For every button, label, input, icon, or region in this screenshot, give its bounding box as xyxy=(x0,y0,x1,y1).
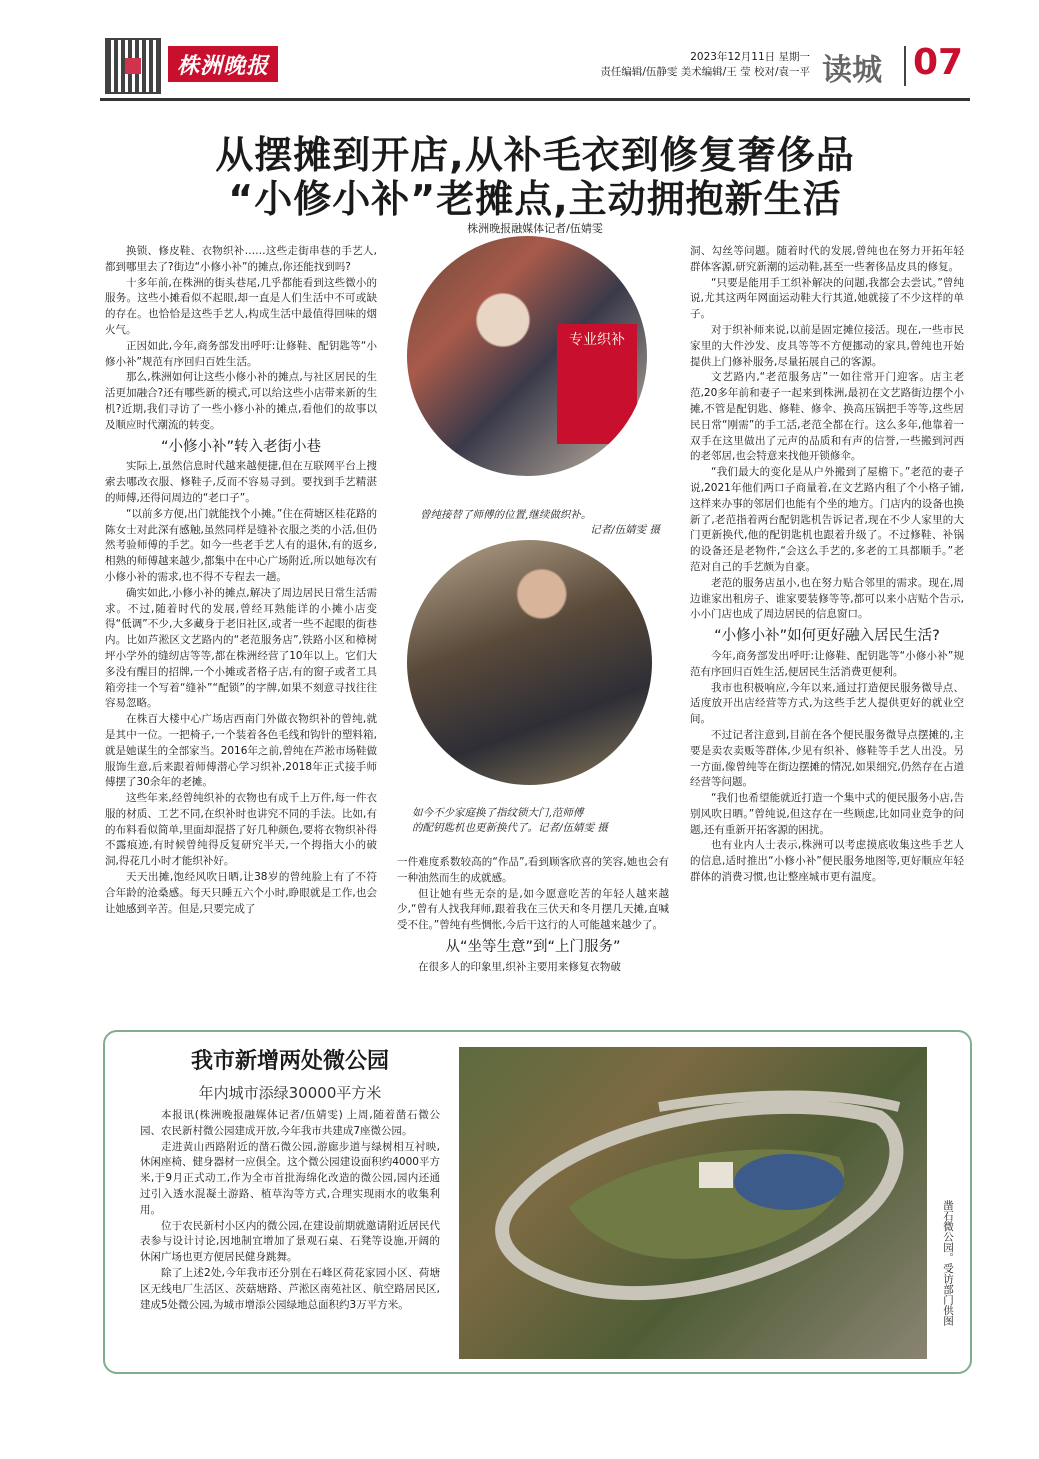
photo-locksmith xyxy=(407,540,652,785)
paragraph: 天天出摊,饱经风吹日晒,让38岁的曾纯脸上有了不符合年龄的沧桑感。每天只睡五六个小时,睁眼就是工作,也会让她感到辛苦。但是,只要完成了 xyxy=(105,871,377,915)
paragraph: 那么,株洲如何让这些小修小补的摊点,与社区居民的生活更加融合?还有哪些新的模式,可以给这些小店带来新的生机?近期,我们寻访了一些小修小补的摊点,看他们的故事以及顺应时代潮流的转变。 xyxy=(105,371,377,431)
byline: 株洲晚报融媒体记者/伍婧雯 xyxy=(467,222,603,235)
paragraph: 除了上述2处,今年我市还分别在石峰区荷花家园小区、荷塘区无线电厂生活区、茨菇塘路、芦淞区南苑社区、航空路居民区,建成5处微公园,为城市增添公园绿地总面积约3万平方米。 xyxy=(140,1266,440,1311)
photo1-caption xyxy=(420,508,660,538)
caption-line: 的配钥匙机也更新换代了。记者/伍婧雯 摄 xyxy=(412,822,608,834)
subheading: “小修小补”如何更好融入居民生活? xyxy=(714,628,940,645)
article-column-3 xyxy=(690,244,964,886)
shop-sign: 专业织补 xyxy=(557,324,637,444)
paragraph: “以前多方便,出门就能找个小摊。”住在荷塘区桂花路的陈女士对此深有感触,虽然同样是缝补衣服之类的小活,但仍然考验师傅的手艺。如今一些老手艺人有的退休,有的返乡,相熟的师傅越来越少,都集中在中心广场附近,所以她每次有小修小补的需求,也不得不专程去一趟。 xyxy=(105,507,377,583)
caption-line: 曾纯接替了师傅的位置,继续做织补。 xyxy=(420,509,592,521)
paragraph: “只要是能用手工织补解决的问题,我都会去尝试。”曾纯说,尤其这两年网面运动鞋大行其道,她就接了不少这样的单子。 xyxy=(690,276,964,321)
headline-line-2: “小修小补”老摊点,主动拥抱新生活 xyxy=(228,177,842,221)
paragraph: 不过记者注意到,目前在各个便民服务微导点摆摊的,主要是卖农卖贩等群体,少见有织补、修鞋等手艺人出没。另一方面,像曾纯等在街边摆摊的情况,如果细究,仍然存在占道经营等问题。 xyxy=(690,728,964,789)
caption-line: 如今不少家庭换了指纹锁大门,范师傅 xyxy=(412,807,584,819)
paragraph: 这些年来,经曾纯织补的衣物也有成千上万件,每一件衣服的材质、工艺不同,在织补时也讲究不同的手法。比如,有的布料看似简单,里面却混搭了好几种颜色,要将衣物织补得不露痕迹,有时候曾纯得反复研究半天,一个拇指大小的破洞,得花几小时才能织补好。 xyxy=(105,792,377,868)
newspaper-logo: 株洲晚报 xyxy=(168,46,278,82)
paragraph: 确实如此,小修小补的摊点,解决了周边居民日常生活需求。不过,随着时代的发展,曾经耳熟能详的小摊小店变得“低调”不少,大多藏身于老旧社区,或者一些不起眼的街巷内。比如芦淞区文艺路内的“老范服务店”,铁路小区和樟树坪小学外的缝纫店等等,都在株洲经营了10年以上。它们大多没有醒目的招牌,一个小摊或者格子店,有的窗子或者工具箱旁挂一个写着“缝补”“配锁”的字牌,如果不刻意寻找往往容易忽略。 xyxy=(105,586,377,710)
brief-subtitle: 年内城市添绿30000平方米 xyxy=(198,1084,382,1102)
qr-code xyxy=(105,38,161,94)
paragraph: 在很多人的印象里,织补主要用来修复衣物破 xyxy=(418,960,621,973)
subheading: 从“坐等生意”到“上门服务” xyxy=(445,938,621,955)
paragraph: 位于农民新村小区内的微公园,在建设前期就邀请附近居民代表参与设计讨论,因地制宜增加了景观石桌、石凳等设施,开阔的休闲广场也更方便居民健身跳舞。 xyxy=(140,1219,440,1264)
park-illustration xyxy=(459,1047,927,1359)
paragraph: 老范的服务店虽小,也在努力贴合邻里的需求。现在,周边谁家出租房子、谁家要装修等等,都可以来小店贴个告示,小小门店也成了周边居民的信息窗口。 xyxy=(690,576,964,621)
subheading: “小修小补”转入老街小巷 xyxy=(160,438,322,455)
divider xyxy=(904,46,906,86)
date-line: 2023年12月11日 星期一 xyxy=(690,51,810,63)
paragraph: “我们最大的变化是从户外搬到了屋檐下。”老范的妻子说,2021年他们两口子商量着,在文艺路内租了个小格子铺,这样来办事的邻居们也能有个坐的地方。门店内的设备也换新了,老范指着两台配钥匙机告诉记者,现在不少人家里的大门更新换代,他的配钥匙机也跟着升级了。不过修鞋、补锅的设备还是老物件,“会这么手艺的,多老的工具都顺手。”老范对自己的手艺颇为自豪。 xyxy=(690,466,964,573)
photo-tailor xyxy=(407,236,647,476)
caption-credit: 记者/伍婧雯 摄 xyxy=(590,524,660,536)
park-aerial-photo xyxy=(459,1047,927,1359)
article-column-1 xyxy=(105,244,377,917)
pavilion xyxy=(699,1162,733,1188)
paragraph: 正因如此,今年,商务部发出呼吁:让修鞋、配钥匙等“小修小补”规范有序回归百姓生活。 xyxy=(105,339,377,368)
paragraph: 本报讯(株洲晚报融媒体记者/伍婧雯) 上周,随着凿石微公园、农民新村微公园建成开放,今年我市共建成7座微公园。 xyxy=(140,1109,440,1137)
paragraph: “我们也希望能就近打造一个集中式的便民服务小店,告别风吹日晒。”曾纯说,但这存在一些顾虑,比如同业竞争的问题,还有重新开拓客源的困扰。 xyxy=(690,792,964,836)
paragraph: 走进黄山西路附近的凿石微公园,游廊步道与绿树相互衬映,休闲座椅、健身器材一应俱全。这个微公园建设面积约4000平方米,于9月正式动工,作为全市首批海绵化改造的微公园,园内还通过引入透水混凝土游路、植草沟等方式,合理实现雨水的收集利用。 xyxy=(140,1140,440,1216)
paragraph: 十多年前,在株洲的街头巷尾,几乎都能看到这些微小的服务。这些小摊看似不起眼,却一直是人们生活中不可或缺的存在。也恰恰是这些手艺人,构成生活中最值得回味的烟火气。 xyxy=(105,276,377,336)
article-column-2 xyxy=(397,855,669,976)
paragraph: 也有业内人士表示,株洲可以考虑摸底收集这些手艺人的信息,适时推出“小修小补”便民服务地图等,更好顺应年轻群体的消费习惯,也让整座城市更有温度。 xyxy=(690,839,964,884)
paragraph: 我市也积极响应,今年以来,通过打造便民服务微导点、适度放开出店经营等方式,为这些手艺人提供更好的就业空间。 xyxy=(690,681,964,726)
play-area xyxy=(734,1154,844,1210)
brief-body xyxy=(140,1108,440,1313)
paragraph: 洞、勾丝等问题。随着时代的发展,曾纯也在努力开拓年轻群体客源,研究新潮的运动鞋,甚至一些奢侈品皮具的修复。 xyxy=(690,245,964,273)
paragraph: 今年,商务部发出呼吁:让修鞋、配钥匙等“小修小补”规范有序回归百姓生活,便居民生活消费更便利。 xyxy=(690,649,964,678)
brief-title: 我市新增两处微公园 xyxy=(190,1048,389,1074)
paragraph: 实际上,虽然信息时代越来越便捷,但在互联网平台上搜索去哪改衣服、修鞋子,反而不容易寻到。要找到手艺精湛的师傅,还得问周边的“老口子”。 xyxy=(105,460,377,504)
paragraph: 一件难度系数较高的“作品”,看到顾客欣喜的笑容,她也会有一种油然而生的成就感。 xyxy=(397,856,669,884)
paragraph: 但让她有些无奈的是,如今愿意吃苦的年轻人越来越少,“曾有人找我拜师,跟着我在三伏天和冬月摆几天摊,直喊受不住。”曾纯有些惆怅,今后干这行的人可能越来越少了。 xyxy=(397,887,669,932)
header-rule xyxy=(100,98,970,101)
issue-meta xyxy=(560,50,810,80)
park-photo-caption: 凿石微公园。受访部门供图 xyxy=(942,1200,954,1326)
page-number: 07 xyxy=(913,42,964,83)
paragraph: 换锁、修皮鞋、衣物织补……这些走街串巷的手艺人,都到哪里去了?街边“小修小补”的摊点,你还能找到吗? xyxy=(105,245,377,273)
paragraph: 对于织补师来说,以前是固定摊位接活。现在,一些市民家里的大件沙发、皮具等等不方便挪动的家具,曾纯也开始提供上门修补服务,尽量拓展自己的客源。 xyxy=(690,323,964,368)
headline-line-1: 从摆摊到开店,从补毛衣到修复奢侈品 xyxy=(215,133,855,177)
paragraph: 文艺路内,“老范服务店”一如往常开门迎客。店主老范,20多年前和妻子一起来到株洲,最初在文艺路街边摆个小摊,不管是配钥匙、修鞋、修伞、换高压锅把手等等,这些居民日常“刚需”的手工活,老范全都在行。这么多年,他靠着一双手在这里做出了元声的品质和有声的信誉,一些搬到河西的老邻居,也会特意来找他开锁修伞。 xyxy=(690,371,964,463)
section-name: 读城 xyxy=(822,53,882,88)
editors-line: 责任编辑/伍静雯 美术编辑/王 莹 校对/袁一平 xyxy=(600,66,810,78)
photo2-caption xyxy=(412,806,662,836)
paragraph: 在株百大楼中心广场店西南门外做衣物织补的曾纯,就是其中一位。一把椅子,一个装着各色毛线和钩针的塑料箱,就是她谋生的全部家当。2016年之前,曾纯在芦淞市场鞋做服饰生意,后来跟着师傅潜心学习织补,2018年正式接手师傅摆了30余年的老摊。 xyxy=(105,713,377,789)
